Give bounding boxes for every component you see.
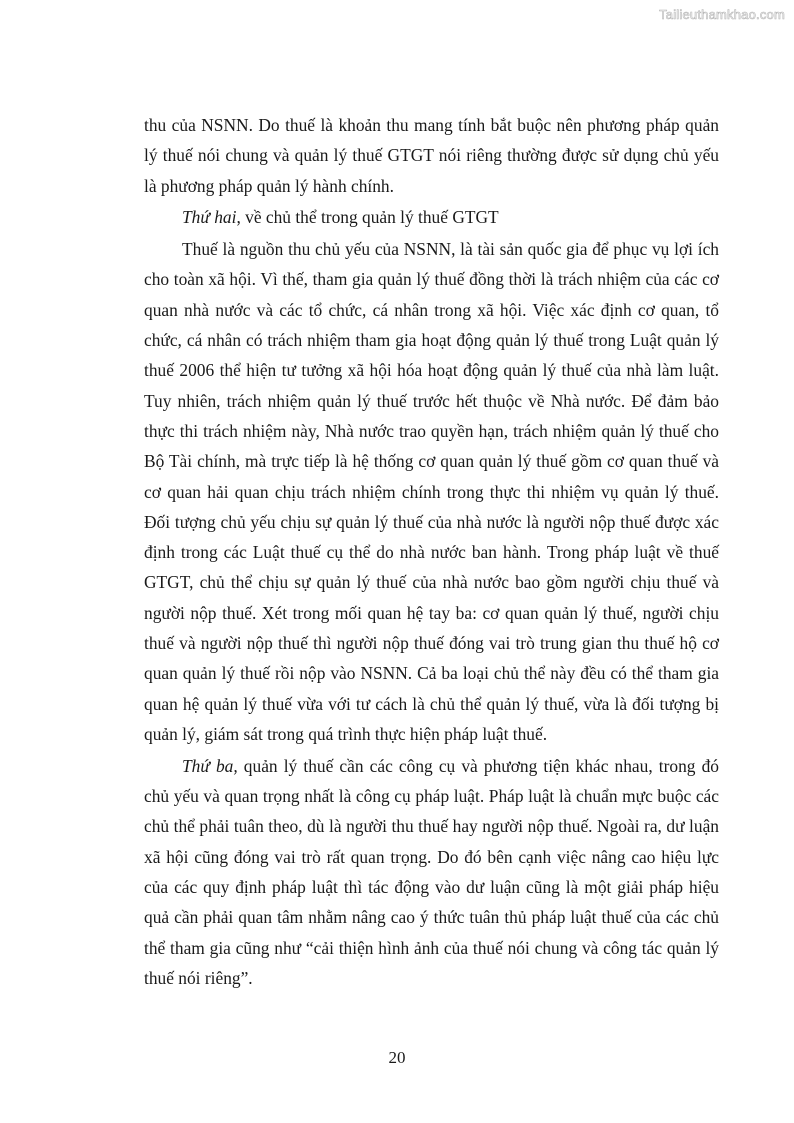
paragraph-third-point bbox=[144, 751, 719, 993]
watermark: Tailieuthamkhao.com bbox=[659, 7, 785, 22]
paragraph-text: quản lý thuế cần các công cụ và phương tiện khác nhau, trong đó chủ yếu và quan trọng nhất là công cụ pháp luật. Pháp luật là chuẩn mực buộc các chủ thể phải tuân theo, dù là người thu thuế hay người nộp thuế. Ngoài ra, dư luận xã hội cũng đóng vai trò rất quan trọng. Do đó bên cạnh việc nâng cao hiệu lực của các quy định pháp luật thì tác động vào dư luận cũng là một giải pháp hiệu quả cần phải quan tâm nhằm nâng cao ý thức tuân thủ pháp luật thuế của các chủ thể tham gia cũng như “cải thiện hình ảnh của thuế nói chung và công tác quản lý thuế nói riêng”. bbox=[144, 755, 719, 988]
page-number: 20 bbox=[388, 1048, 406, 1067]
paragraph-second-point bbox=[144, 202, 719, 232]
document-body bbox=[144, 110, 719, 995]
paragraph-text: , về chủ thể trong quản lý thuế GTGT bbox=[236, 207, 499, 228]
paragraph-tax-subjects bbox=[144, 234, 719, 749]
paragraph-lead: Thứ hai bbox=[182, 207, 237, 228]
paragraph-text: thu của NSNN. Do thuế là khoản thu mang tính bắt buộc nên phương pháp quản lý thuế nói chung và quản lý thuế GTGT nói riêng thường được sử dụng chủ yếu là phương pháp quản lý hành chính. bbox=[144, 115, 719, 196]
paragraph-text: Thuế là nguồn thu chủ yếu của NSNN, là tài sản quốc gia để phục vụ lợi ích cho toàn xã hội. Vì thế, tham gia quản lý thuế đồng thời là trách nhiệm của các cơ quan nhà nước và các tổ chức, cá nhân trong xã hội. Việc xác định cơ quan, tổ chức, cá nhân có trách nhiệm tham gia hoạt động quản lý thuế trong Luật quản lý thuế 2006 thể hiện tư tưởng xã hội hóa hoạt động quản lý thuế của nhà làm luật. Tuy nhiên, trách nhiệm quản lý thuế trước hết thuộc về Nhà nước. Để đảm bảo thực thi trách nhiệm này, Nhà nước trao quyền hạn, trách nhiệm quản lý thuế cho Bộ Tài chính, mà trực tiếp là hệ thống cơ quan quản lý thuế gồm cơ quan thuế và cơ quan hải quan chịu trách nhiệm chính trong thực thi nhiệm vụ quản lý thuế. Đối tượng chủ yếu chịu sự quản lý thuế của nhà nước là người nộp thuế được xác định trong các Luật thuế cụ thể do nhà nước ban hành. Trong pháp luật về thuế GTGT, chủ thể chịu sự quản lý thuế của nhà nước bao gồm người chịu thuế và người nộp thuế. Xét trong mối quan hệ tay ba: cơ quan quản lý thuế, người chịu thuế và người nộp thuế thì người nộp thuế đóng vai trò trung gian thu thuế hộ cơ quan quản lý thuế rồi nộp vào NSNN. Cả ba loại chủ thể này đều có thể tham gia quan hệ quản lý thuế vừa với tư cách là chủ thể quản lý thuế, vừa là đối tượng bị quản lý, giám sát trong quá trình thực hiện pháp luật thuế. bbox=[144, 239, 719, 744]
paragraph-continuation bbox=[144, 110, 719, 201]
paragraph-lead: Thứ ba, bbox=[182, 755, 238, 776]
